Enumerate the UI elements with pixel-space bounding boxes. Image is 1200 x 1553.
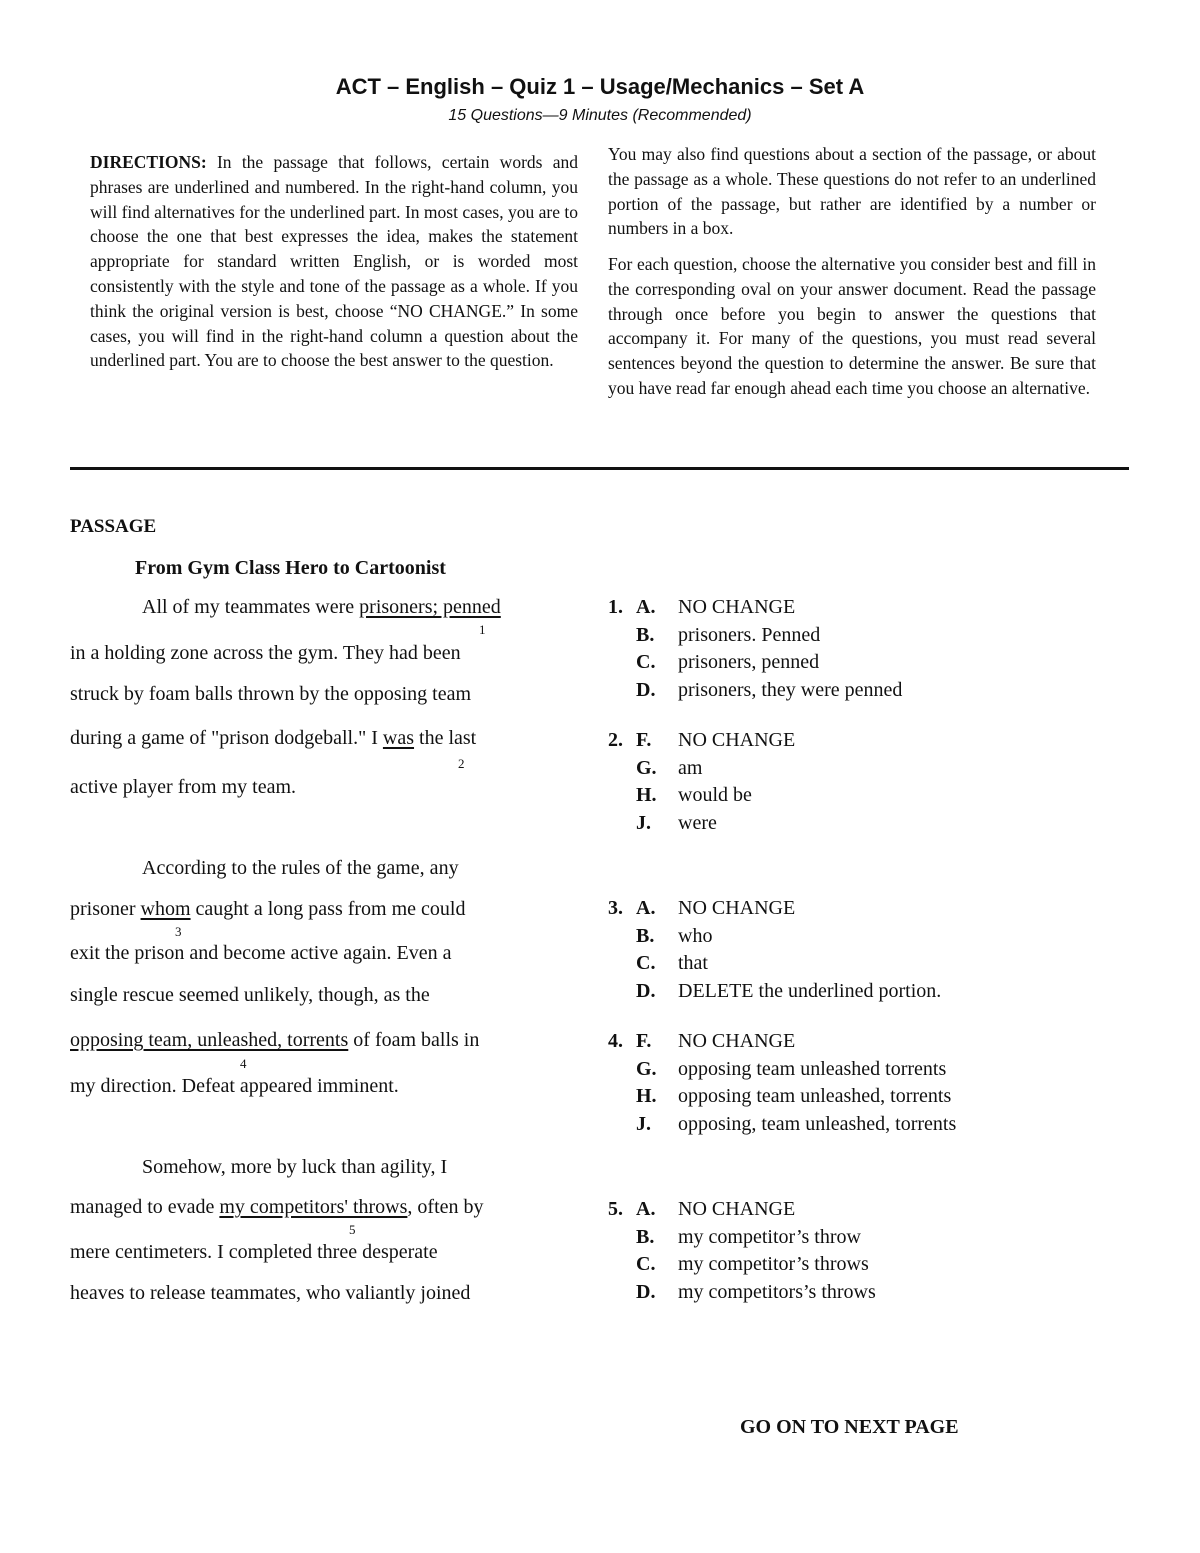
underlined-portion-3: whom bbox=[140, 898, 191, 920]
passage-line bbox=[142, 596, 501, 619]
option-text: NO CHANGE bbox=[678, 1030, 796, 1052]
passage-line bbox=[70, 898, 465, 921]
option-text: NO CHANGE bbox=[678, 729, 796, 751]
passage-text: All of my teammates were bbox=[142, 596, 360, 618]
question-number: 2. bbox=[608, 729, 623, 751]
passage-line bbox=[70, 1196, 484, 1219]
question-marker-2: 2 bbox=[458, 756, 465, 771]
option-letter: F. bbox=[636, 729, 652, 751]
passage-line: exit the prison and become active again. Even a bbox=[70, 942, 452, 964]
question-marker-1: 1 bbox=[479, 622, 486, 637]
option-letter: B. bbox=[636, 924, 655, 947]
passage-line: active player from my team. bbox=[70, 776, 297, 798]
option-text: am bbox=[678, 756, 703, 779]
option-letter: A. bbox=[636, 596, 656, 618]
question-number: 4. bbox=[608, 1030, 623, 1052]
question-number: 5. bbox=[608, 1198, 623, 1220]
option-text: would be bbox=[678, 784, 752, 806]
question-marker-3: 3 bbox=[175, 924, 182, 939]
passage-text: during a game of "prison dodgeball." I bbox=[70, 727, 383, 749]
question-marker-5: 5 bbox=[349, 1222, 356, 1237]
option-text: opposing team unleashed, torrents bbox=[678, 1085, 952, 1107]
underlined-portion-1: prisoners; penned bbox=[359, 596, 501, 618]
option-text: opposing, team unleashed, torrents bbox=[678, 1112, 957, 1135]
underlined-portion-2: was bbox=[382, 727, 415, 749]
option-letter: D. bbox=[636, 1280, 656, 1303]
passage-text: the last bbox=[414, 727, 477, 749]
option-letter: J. bbox=[636, 811, 651, 834]
underlined-portion-4: opposing team, unleashed, torrents bbox=[70, 1029, 349, 1051]
option-letter: J. bbox=[636, 1112, 651, 1135]
passage-line: Somehow, more by luck than agility, I bbox=[142, 1156, 448, 1178]
option-text: opposing team unleashed torrents bbox=[678, 1057, 947, 1080]
passage-text: caught a long pass from me could bbox=[190, 898, 466, 920]
directions-left bbox=[90, 150, 578, 373]
question-number: 3. bbox=[608, 897, 623, 919]
passage-line bbox=[70, 727, 476, 750]
passage-line: mere centimeters. I completed three desperate bbox=[70, 1241, 438, 1263]
passage-line: single rescue seemed unlikely, though, as the bbox=[70, 984, 430, 1006]
option-letter: B. bbox=[636, 623, 655, 646]
option-letter: A. bbox=[636, 1198, 656, 1220]
option-letter: A. bbox=[636, 897, 656, 919]
quiz-subtitle: 15 Questions—9 Minutes (Recommended) bbox=[448, 107, 752, 124]
option-text: NO CHANGE bbox=[678, 596, 796, 618]
question-number: 1. bbox=[608, 596, 623, 618]
passage-text: of foam balls in bbox=[348, 1029, 480, 1051]
passage-text: , often by bbox=[407, 1196, 484, 1218]
passage-line: struck by foam balls thrown by the opposing team bbox=[70, 683, 472, 705]
directions-left-text: In the passage that follows, certain words and phrases are underlined and numbered. In the right-hand column, you will find alternatives for the underlined part. In most cases, you are to choose the one that best expresses the idea, makes the statement appropriate for standard written English, or is worded most consistently with the style and tone of the passage as a whole. If you think the original version is best, choose “NO CHANGE.” In some cases, you will find in the right-hand column a question about the underlined part. You are to choose the best answer to the question. bbox=[90, 152, 578, 371]
option-letter: H. bbox=[636, 1085, 657, 1107]
option-text: my competitor’s throws bbox=[678, 1253, 869, 1275]
option-letter: C. bbox=[636, 952, 656, 974]
option-letter: G. bbox=[636, 1057, 657, 1080]
option-text: prisoners, they were penned bbox=[678, 678, 903, 701]
option-letter: F. bbox=[636, 1030, 652, 1052]
passage-line: According to the rules of the game, any bbox=[142, 857, 459, 879]
passage-line: in a holding zone across the gym. They had been bbox=[70, 642, 461, 664]
go-on-next-page: GO ON TO NEXT PAGE bbox=[740, 1416, 959, 1438]
option-text: prisoners. Penned bbox=[678, 623, 821, 646]
option-letter: D. bbox=[636, 678, 656, 701]
option-text: DELETE the underlined portion. bbox=[678, 979, 942, 1002]
option-text: my competitors’s throws bbox=[678, 1280, 876, 1303]
passage-line bbox=[70, 1029, 479, 1052]
quiz-title: ACT – English – Quiz 1 – Usage/Mechanics – Set A bbox=[335, 74, 865, 99]
directions-right-paragraph-1: You may also find questions about a section of the passage, or about the passage as a whole. These questions do not refer to an underlined portion of the passage, but rather are identified by a number or numbers in a box. bbox=[608, 144, 1096, 239]
option-letter: D. bbox=[636, 979, 656, 1002]
underlined-portion-5: my competitors' throws bbox=[219, 1196, 408, 1218]
passage-line: my direction. Defeat appeared imminent. bbox=[70, 1075, 399, 1097]
option-text: were bbox=[678, 811, 717, 834]
passage-line: heaves to release teammates, who valiantly joined bbox=[70, 1282, 471, 1304]
directions-label: DIRECTIONS: bbox=[90, 152, 207, 172]
passage-text: prisoner bbox=[70, 898, 141, 920]
option-text: NO CHANGE bbox=[678, 1198, 796, 1220]
option-text: who bbox=[678, 924, 713, 947]
question-marker-4: 4 bbox=[240, 1056, 247, 1071]
passage-title: From Gym Class Hero to Cartoonist bbox=[135, 557, 446, 579]
option-letter: C. bbox=[636, 651, 656, 673]
option-text: NO CHANGE bbox=[678, 897, 796, 919]
option-letter: B. bbox=[636, 1225, 655, 1248]
option-letter: H. bbox=[636, 784, 657, 806]
directions-right-paragraph-2: For each question, choose the alternative you consider best and fill in the corresponding oval on your answer document. Read the passage through once before you begin to answer the questions that accompany it. For many of the questions, you must read several sentences beyond the question to determine the answer. Be sure that you have read far enough ahead each time you choose an alternative. bbox=[608, 254, 1096, 398]
passage-label: PASSAGE bbox=[70, 516, 157, 537]
option-text: my competitor’s throw bbox=[678, 1225, 861, 1248]
section-divider bbox=[70, 467, 1129, 470]
option-text: that bbox=[678, 952, 708, 974]
passage-text: managed to evade bbox=[70, 1196, 220, 1218]
option-text: prisoners, penned bbox=[678, 651, 820, 673]
option-letter: C. bbox=[636, 1253, 656, 1275]
option-letter: G. bbox=[636, 756, 657, 779]
